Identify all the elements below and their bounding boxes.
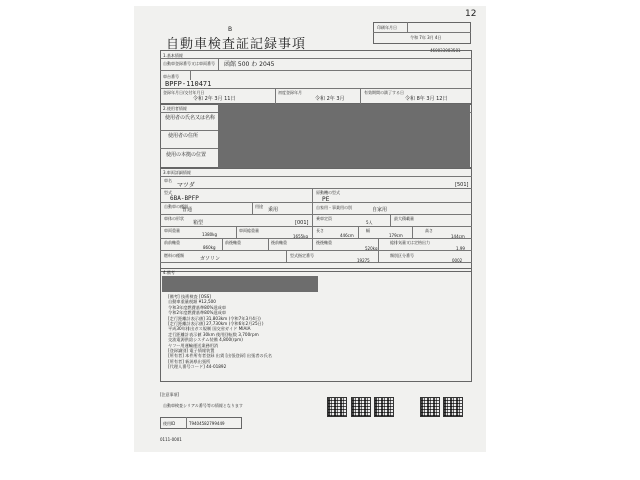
title-small-mark: B — [228, 26, 233, 33]
business-value: 自家用 — [372, 207, 388, 213]
category-value: 0002 — [452, 258, 463, 263]
expiry-value: 令和 8年 3月 12日 — [405, 96, 448, 102]
weight-value: 1380kg — [202, 232, 218, 237]
first-year-label: 初度登録年月 — [278, 90, 302, 95]
qr-code-5 — [443, 397, 463, 417]
remarks-line: ヤフー用運輸運送業務用消 — [168, 342, 219, 348]
remarks-line: 令和2年度燃費基準80%達成車 — [168, 310, 227, 316]
user-id-label: 使用ID — [163, 421, 176, 426]
length-value: 446cm — [340, 233, 354, 238]
section-basic-heading: 1.基本情報 — [163, 53, 183, 58]
width-label: 幅 — [366, 228, 370, 233]
height-value: 144cm — [451, 234, 465, 239]
remarks-line: [代理人番号コード] 44-01892 — [168, 364, 227, 370]
qr-code-4 — [420, 397, 440, 417]
maker-label: 車名 — [164, 178, 172, 183]
engine-label: 原動機の型式 — [316, 190, 340, 195]
height-label: 高さ — [425, 228, 433, 233]
remarks-line: 令和3年度燃費基準80%達成車 — [168, 304, 227, 310]
displacement-label: 総排気量又は定格出力 — [390, 240, 430, 245]
maker-value: マツダ — [177, 182, 195, 189]
kind-value: 普通 — [182, 207, 193, 213]
rear-front-axle-label: 後前軸重 — [271, 240, 287, 245]
document-number: 460033083581 — [430, 48, 461, 53]
capacity-label: 乗車定員 — [316, 216, 332, 221]
section-vehicle-heading: 3.車両詳細情報 — [163, 170, 191, 175]
front-rear-axle-label: 前後軸重 — [225, 240, 241, 245]
remarks-line: [走行距離計表示値] 27,730km (令和6年2月25日) — [168, 321, 264, 327]
rear-axle-label: 後後軸重 — [316, 240, 332, 245]
qr-code-2 — [351, 397, 371, 417]
remarks-line: 交流電源供給システム装備 4,800(rpm) — [168, 337, 243, 343]
model-label: 型式 — [164, 190, 172, 195]
weight-label: 車両重量 — [164, 228, 180, 233]
usage-base-label: 使用の本拠の位置 — [166, 152, 207, 158]
remarks-line: [所有者] 本件所有者登録 出貨 [出張登録] 出張者の氏名 — [168, 353, 272, 359]
corner-mark: 12 — [465, 9, 477, 19]
first-registration-label: 登録年月日/交付年月日 — [163, 90, 205, 95]
document-code: 0111-0001 — [160, 437, 182, 442]
front-axle-label: 前前軸重 — [164, 240, 180, 245]
notice-text: 自動車検査シリアル番号等の情報となります — [163, 403, 243, 408]
issue-date-value: 令和 7年 3月 4日 — [410, 35, 442, 40]
model-value: 6BA-BPFP — [170, 195, 199, 202]
fuel-value: ガソリン — [200, 256, 221, 262]
chassis-number-label: 車台番号 — [163, 74, 179, 79]
body-label: 車体の形状 — [164, 216, 184, 221]
body-code: [001] — [295, 220, 309, 226]
expiry-label: 有効期間の満了する日 — [364, 90, 404, 95]
user-address-label: 使用者の住所 — [168, 133, 199, 139]
gross-weight-value: 1655kg — [293, 234, 309, 239]
qr-code-1 — [327, 397, 347, 417]
user-name-label: 使用者の氏名又は名称 — [165, 115, 216, 121]
kind-label: 自動車の種別 — [164, 204, 188, 209]
displacement-value: 1.99 — [456, 246, 465, 251]
registration-number-value: 函館 500 わ 2045 — [224, 61, 275, 68]
front-axle-value: 860kg — [203, 245, 216, 250]
issue-date-label: 印刷年月日 — [377, 25, 397, 30]
maker-code: [501] — [455, 182, 469, 188]
use-value: 乗用 — [268, 207, 279, 213]
remarks-line: [走行距離計表示値] 31,803km (令和7年3月4日) — [168, 315, 261, 321]
type-number-label: 型式指定番号 — [290, 253, 314, 258]
category-label: 類別区分番号 — [390, 253, 414, 258]
section-users-heading: 2.使用者情報 — [163, 106, 187, 111]
gross-weight-label: 車両総重量 — [239, 228, 259, 233]
document-title: 自動車検査証記録事項 — [166, 37, 307, 52]
user-id-value: T9404582799449 — [189, 421, 225, 426]
remarks-line: [備考] 技術検査 [OSS] — [168, 294, 211, 299]
body-value: 箱型 — [193, 220, 204, 226]
qr-code-3 — [374, 397, 394, 417]
remarks-line: [所有者] 新潟県出張所 — [168, 358, 211, 364]
redacted-user-block — [218, 104, 470, 168]
redacted-remarks-block — [162, 276, 318, 292]
registration-number-label: 自動車登録番号又は車両番号 — [163, 61, 215, 66]
chassis-number-value: BPFP-110471 — [165, 80, 212, 88]
section-remarks-heading: 4.備考 — [163, 270, 175, 275]
notice-label: [注意事項] — [160, 392, 180, 397]
remarks-list — [168, 294, 418, 370]
capacity-value: 5人 — [366, 220, 373, 225]
fuel-label: 燃料の種類 — [164, 253, 184, 258]
use-label: 用途 — [255, 204, 263, 209]
business-label: 自家用・事業用の別 — [316, 205, 352, 210]
width-value: 179cm — [389, 233, 403, 238]
engine-value: PE — [322, 196, 330, 203]
first-registration-value: 令和 2年 3月 11日 — [193, 96, 236, 102]
length-label: 長さ — [316, 228, 324, 233]
remarks-line: 自動車重量税額 ¥12,500 — [168, 299, 216, 305]
remarks-line: [登録識別] 電子情報装置 — [168, 348, 215, 354]
type-number-value: 19275 — [357, 258, 370, 263]
remarks-line: 走行距離計表示値 30km 使用回転数 3,700rpm — [168, 331, 259, 337]
first-year-value: 令和 2年 3月 — [315, 96, 345, 102]
remarks-line: 平成30年排出ガス規制 国交省ガイド MIAIA — [168, 326, 251, 332]
max-load-label: 最大積載量 — [394, 216, 414, 221]
rear-axle-value: 520kg — [365, 246, 378, 251]
